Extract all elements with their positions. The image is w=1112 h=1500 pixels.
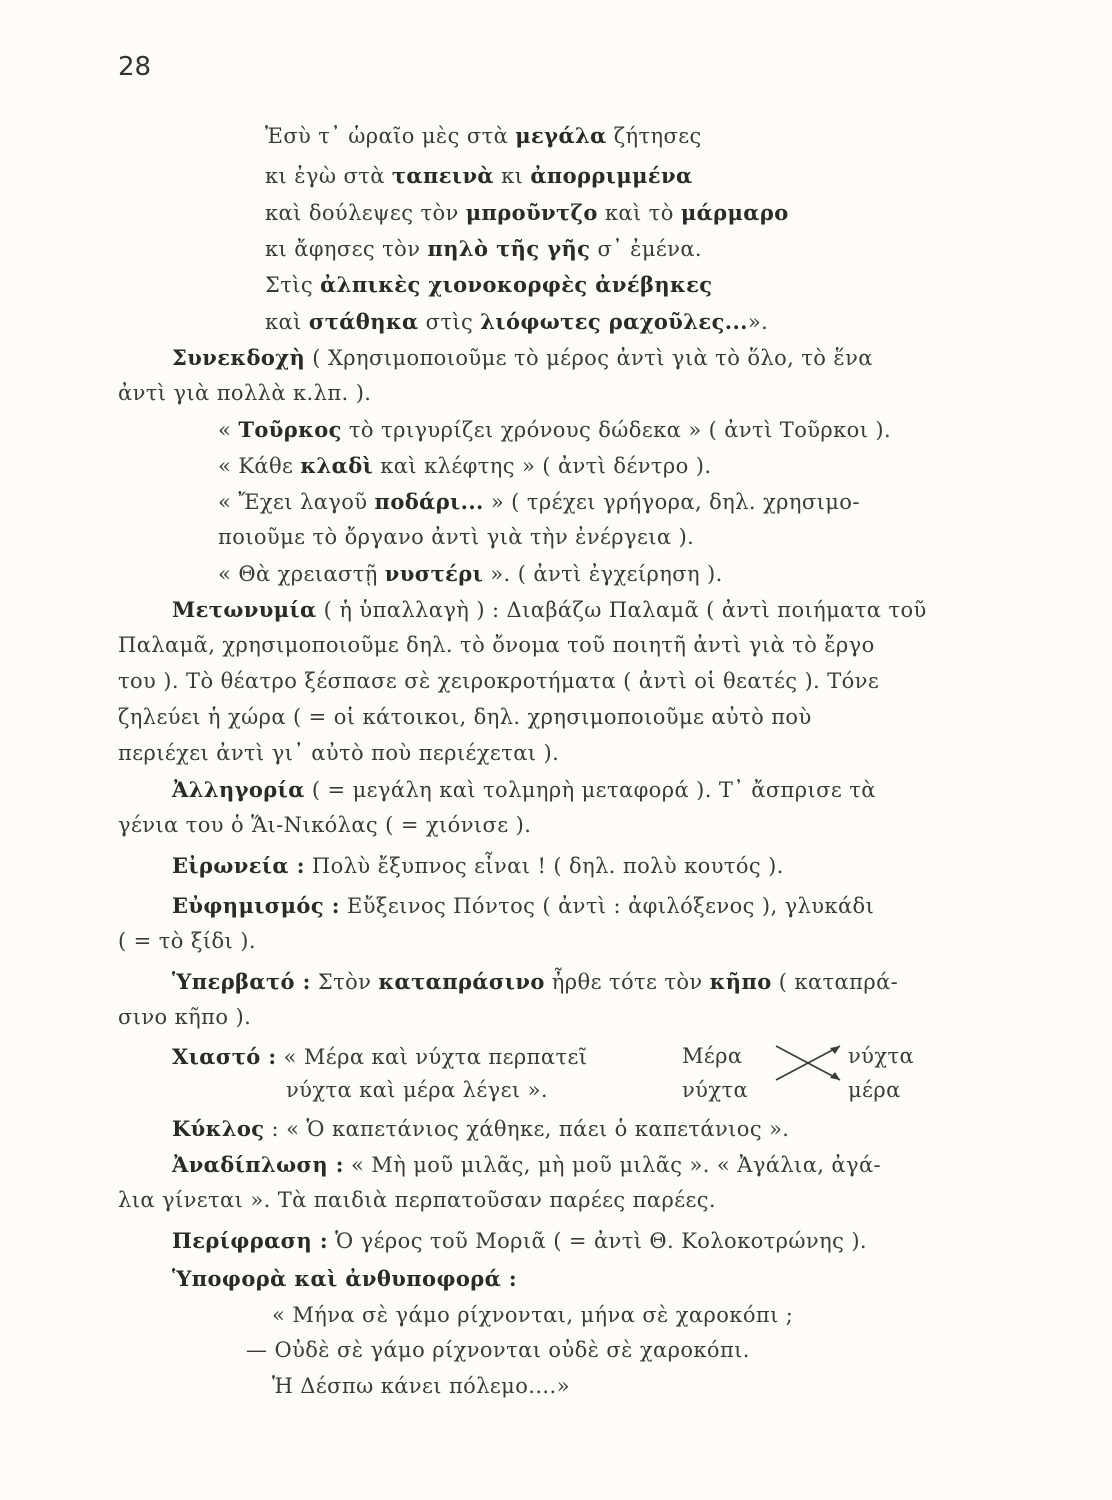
poem-line-1: Ἐσὺ τ᾽ ὡραῖο μὲς στὰ μεγάλα ζήτησες	[265, 123, 702, 148]
hyperbaton-line-1: Ὑπερβατό : Στὸν καταπράσινο ἦρθε τότε τὸν κῆπο ( καταπρά-	[172, 969, 899, 994]
metonymy-line-1: Μετωνυμία ( ἡ ὑπαλλαγὴ ) : Διαβάζω Παλαμᾶ ( ἀντὶ ποιήματα τοῦ	[172, 597, 927, 622]
poem-line-2: κι ἐγὼ στὰ ταπεινὰ κι ἀπορριμμένα	[265, 163, 693, 188]
periphrasis-term: Περίφραση :	[172, 1228, 329, 1253]
metonymy-line-5: περιέχει ἀντὶ γι᾽ αὐτὸ ποὺ περιέχεται ).	[118, 741, 560, 765]
synekdoche-term: Συνεκδοχὴ	[172, 345, 306, 370]
hypophora-heading	[172, 1268, 517, 1290]
euphemism-line-1: Εὐφημισμός : Εὔξεινος Πόντος ( ἀντὶ : ἀφιλόξενος ), γλυκάδι	[172, 893, 875, 918]
euphemism-term: Εὐφημισμός :	[172, 893, 340, 918]
metonymy-line-3: του ). Τὸ θέατρο ξέσπασε σὲ χειροκροτήματα ( ἀντὶ οἱ θεατές ). Τόνε	[118, 669, 880, 693]
anadiplosis-line-1: Ἀναδίπλωση : « Μὴ μοῦ μιλᾶς, μὴ μοῦ μιλᾶς ». « Ἀγάλια, ἀγά-	[172, 1152, 882, 1177]
allegory-term: Ἀλληγορία	[172, 777, 305, 802]
chiasm-term: Χιαστό :	[172, 1044, 277, 1069]
irony-term: Εἰρωνεία :	[172, 853, 305, 878]
periphrasis-line: Περίφραση : Ὁ γέρος τοῦ Μοριᾶ ( = ἀντὶ Θ. Κολοκοτρώνης ).	[172, 1228, 867, 1253]
allegory-line-2: γένια του ὁ Ἅι-Νικόλας ( = χιόνισε ).	[118, 813, 532, 837]
hypophora-quote-line-3: Ἡ Δέσπω κάνει πόλεμο....»	[272, 1374, 570, 1398]
metonymy-line-4: ζηλεύει ἡ χώρα ( = οἱ κάτοικοι, δηλ. χρησιμοποιοῦμε αὐτὸ ποὺ	[118, 705, 812, 729]
chiasm-line-2: νύχτα καὶ μέρα λέγει ».	[286, 1078, 548, 1102]
allegory-line-1: Ἀλληγορία ( = μεγάλη καὶ τολμηρὴ μεταφορά ). Τ᾽ ἄσπρισε τὰ	[172, 777, 876, 802]
cycle-line: Κύκλος : « Ὁ καπετάνιος χάθηκε, πάει ὁ καπετάνιος ».	[172, 1116, 790, 1141]
hyperbaton-line-2: σινο κῆπο ).	[118, 1005, 252, 1029]
synekdoche-example-1: « Τοῦρκος τὸ τριγυρίζει χρόνους δώδεκα » ( ἀντὶ Τοῦρκοι ).	[218, 417, 892, 442]
euphemism-line-2: ( = τὸ ξίδι ).	[118, 929, 256, 953]
irony-line: Εἰρωνεία : Πολὺ ἔξυπνος εἶναι ! ( δηλ. πολὺ κουτός ).	[172, 853, 784, 878]
poem-line-5: Στὶς ἀλπικὲς χιονοκορφὲς ἀνέβηκες	[265, 272, 713, 297]
chiasm-right-bottom: μέρα	[848, 1078, 901, 1102]
poem-line-3: καὶ δούλεψες τὸν μπροῦντζο καὶ τὸ μάρμαρο	[265, 200, 789, 225]
page-number: 28	[118, 52, 152, 82]
cycle-term: Κύκλος	[172, 1116, 265, 1141]
synekdoche-example-3-cont: ποιοῦμε τὸ ὄργανο ἀντὶ γιὰ τὴν ἐνέργεια ).	[218, 525, 695, 549]
metonymy-line-2: Παλαμᾶ, χρησιμοποιοῦμε δηλ. τὸ ὄνομα τοῦ ποιητῆ ἀντὶ γιὰ τὸ ἔργο	[118, 633, 875, 657]
hypophora-quote-line-1: « Μήνα σὲ γάμο ρίχνονται, μήνα σὲ χαροκόπι ;	[272, 1303, 794, 1327]
poem-line-6: καὶ στάθηκα στὶς λιόφωτες ραχοῦλες...».	[265, 309, 769, 334]
metonymy-term: Μετωνυμία	[172, 597, 317, 622]
chiasm-cross-arrows-icon	[772, 1040, 844, 1086]
anadiplosis-term: Ἀναδίπλωση :	[172, 1152, 344, 1177]
hypophora-quote-line-2: — Οὐδὲ σὲ γάμο ρίχνονται οὐδὲ σὲ χαροκόπι.	[246, 1338, 750, 1362]
synekdoche-example-4: « Θὰ χρειαστῇ νυστέρι ». ( ἀντὶ ἐγχείρηση ).	[218, 561, 723, 586]
anadiplosis-line-2: λια γίνεται ». Τὰ παιδιὰ περπατοῦσαν παρέες παρέες.	[118, 1188, 716, 1212]
chiasm-left-top: Μέρα	[682, 1044, 743, 1068]
chiasm-left-bottom: νύχτα	[682, 1078, 749, 1102]
synekdoche-definition-line-2: ἀντὶ γιὰ πολλὰ κ.λπ. ).	[118, 381, 372, 405]
synekdoche-definition-line-1: Συνεκδοχὴ ( Χρησιμοποιοῦμε τὸ μέρος ἀντὶ γιὰ τὸ ὅλο, τὸ ἕνα	[172, 345, 873, 370]
poem-line-4: κι ἄφησες τὸν πηλὸ τῆς γῆς σ᾽ ἐμένα.	[265, 236, 702, 261]
synekdoche-example-3: « Ἔχει λαγοῦ ποδάρι... » ( τρέχει γρήγορα, δηλ. χρησιμο-	[218, 489, 860, 514]
hyperbaton-term: Ὑπερβατό :	[172, 969, 311, 994]
chiasm-line-1: Χιαστό : « Μέρα καὶ νύχτα περπατεῖ	[172, 1044, 588, 1069]
synekdoche-example-2: « Κάθε κλαδὶ καὶ κλέφτης » ( ἀντὶ δέντρο ).	[218, 453, 712, 478]
hypophora-term: Ὑποφορὰ καὶ ἀνθυποφορά :	[172, 1266, 518, 1291]
chiasm-right-top: νύχτα	[848, 1044, 915, 1068]
